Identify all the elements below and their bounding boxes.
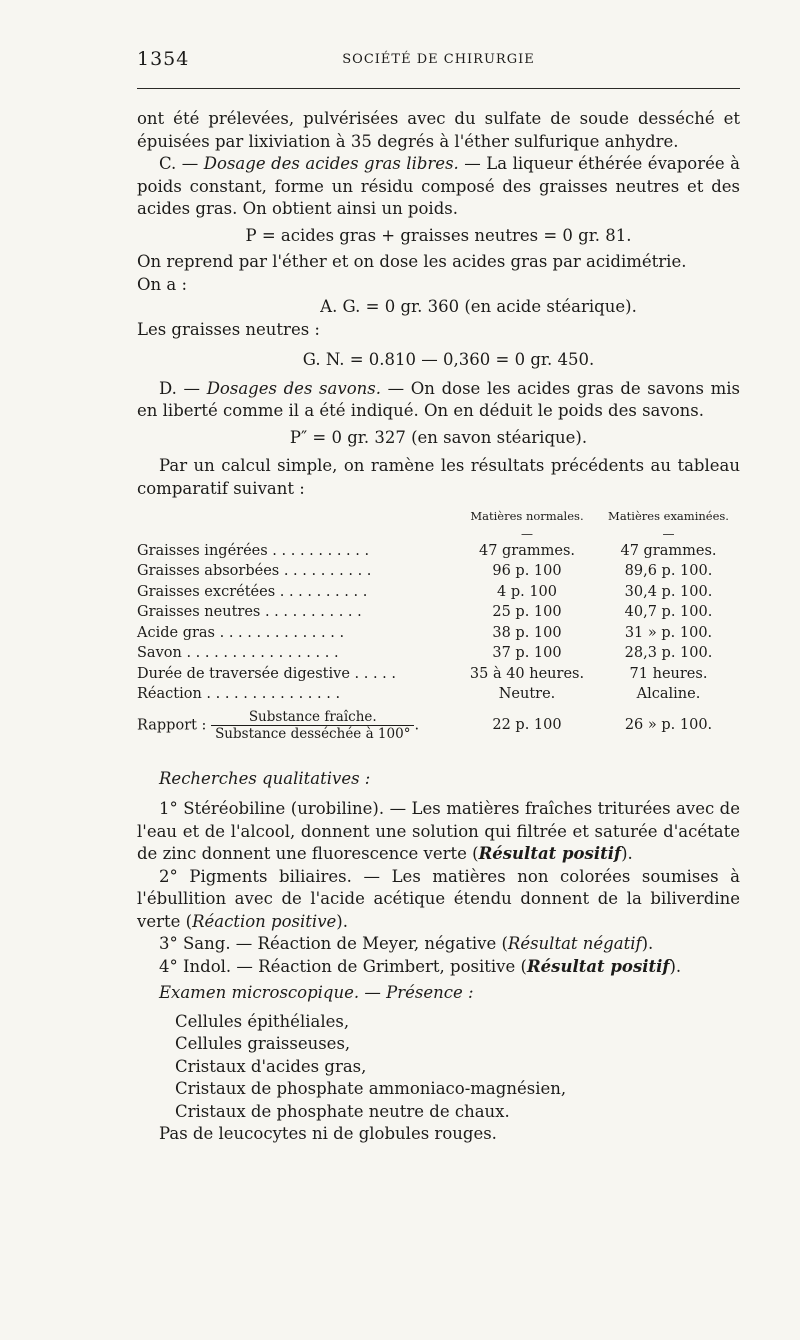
ratio-label: Rapport : <box>137 717 207 733</box>
paragraph-1: ont été prélevées, pulvérisées avec du sulfate de soude desséché et épuisées par lixiviation à 35 degrés à l'éther sulfurique anhydre. <box>137 109 740 151</box>
closing-line: Pas de leucocytes ni de globules rouges. <box>159 1124 497 1143</box>
section-title-c: Dosage des acides gras libres. <box>203 154 459 173</box>
table-row: Graisses excrétées . . . . . . . . . . 4 p. 100 30,4 p. 100. <box>137 583 713 600</box>
section-title-d: Dosages des savons. <box>206 378 381 398</box>
paragraph-3: On reprend par l'éther et on dose les acides gras par acidimétrie. <box>137 252 687 271</box>
comparison-table <box>137 506 740 742</box>
table-dash-row: — — <box>521 526 675 541</box>
microscopic-list <box>175 1011 740 1124</box>
list-item: Cristaux d'acides gras, <box>175 1056 367 1076</box>
page-body <box>137 108 740 1146</box>
paragraph-5: Les graisses neutres : <box>137 319 320 339</box>
qualitative-item-4: 4° Indol. — Réaction de Grimbert, positive (Résultat positif). <box>159 956 682 976</box>
qualitative-heading: Recherches qualitatives : <box>159 768 371 788</box>
paragraph-2: C. — Dosage des acides gras libres. — La liqueur éthérée évaporée à poids constant, forme un résidu composé des graisses neutres et des acides gras. On obtient ainsi un poids. <box>137 154 740 218</box>
table-row: Savon . . . . . . . . . . . . . . . . . 37 p. 100 28,3 p. 100. <box>137 645 713 661</box>
table-row: Graisses neutres . . . . . . . . . . . 25 p. 100 40,7 p. 100. <box>137 604 713 620</box>
microscopic-heading: Examen microscopique. — Présence : <box>159 983 474 1002</box>
paragraph-6: D. — Dosages des savons. — On dose les acides gras de savons mis en liberté comme il a été indiqué. On en déduit le poids des savons. <box>137 378 740 420</box>
running-title: SOCIÉTÉ DE CHIRURGIE <box>342 52 535 67</box>
qualitative-item-1: 1° Stéréobiline (urobiline). — Les matières fraîches triturées avec de l'eau et de l'alcool, donnent une solution qui filtrée et saturée d'acétate de zinc donnent une fluorescence verte (Résultat positif). <box>137 799 740 863</box>
list-item: Cristaux de phosphate ammoniaco-magnésien, <box>175 1079 567 1098</box>
ratio-fraction: $\frac{\text{Substance fraîche.}}{\text{Substance desséchée à 100°}}$ <box>211 709 414 742</box>
table-row: Acide gras . . . . . . . . . . . . . . 38 p. 100 31 » p. 100. <box>137 624 713 641</box>
table-row: Graisses ingérées . . . . . . . . . . . 47 grammes. 47 grammes. <box>137 542 717 559</box>
equation-2: A. G. = 0 gr. 360 (en acide stéarique). <box>320 297 637 316</box>
header-rule <box>137 88 740 89</box>
page-header <box>137 48 740 78</box>
page-number: 1354 <box>137 48 190 70</box>
list-item: Cellules graisseuses, <box>175 1034 351 1053</box>
equation-4: P″ = 0 gr. 327 (en savon stéarique). <box>289 427 588 447</box>
paragraph-4: On a : <box>137 274 188 294</box>
qualitative-item-2: 2° Pigments biliaires. — Les matières non colorées soumises à l'ébullition avec de l'acide acétique étendu donnent de la biliverdine verte (Réaction positive). <box>137 866 740 931</box>
header-normal: Matières normales. <box>470 509 584 523</box>
table-row: Graisses absorbées . . . . . . . . . . 96 p. 100 89,6 p. 100. <box>137 563 713 579</box>
equation-1: P = acides gras + graisses neutres = 0 gr. 81. <box>245 225 632 245</box>
table-header-row <box>137 506 740 527</box>
list-item: Cristaux de phosphate neutre de chaux. <box>175 1101 510 1121</box>
equation-3: G. N. = 0.810 — 0,360 = 0 gr. 450. <box>302 350 595 369</box>
paragraph-7: Par un calcul simple, on ramène les résultats précédents au tableau comparatif suivant : <box>137 456 740 498</box>
table-row: Réaction . . . . . . . . . . . . . . . Neutre. Alcaline. <box>137 686 701 702</box>
header-examined: Matières examinées. <box>608 509 729 523</box>
list-item: Cellules épithéliales, <box>175 1011 350 1031</box>
qualitative-item-3: 3° Sang. — Réaction de Meyer, négative (Résultat négatif). <box>159 934 654 953</box>
table-ratio-row: Rapport : $\frac{\text{Substance fraîche.}}{\text{Substance desséchée à 100°}}$ . 22 p. 100 26 » p. 100. <box>137 708 713 742</box>
table-row: Durée de traversée digestive . . . . . 35 à 40 heures. 71 heures. <box>137 665 708 682</box>
